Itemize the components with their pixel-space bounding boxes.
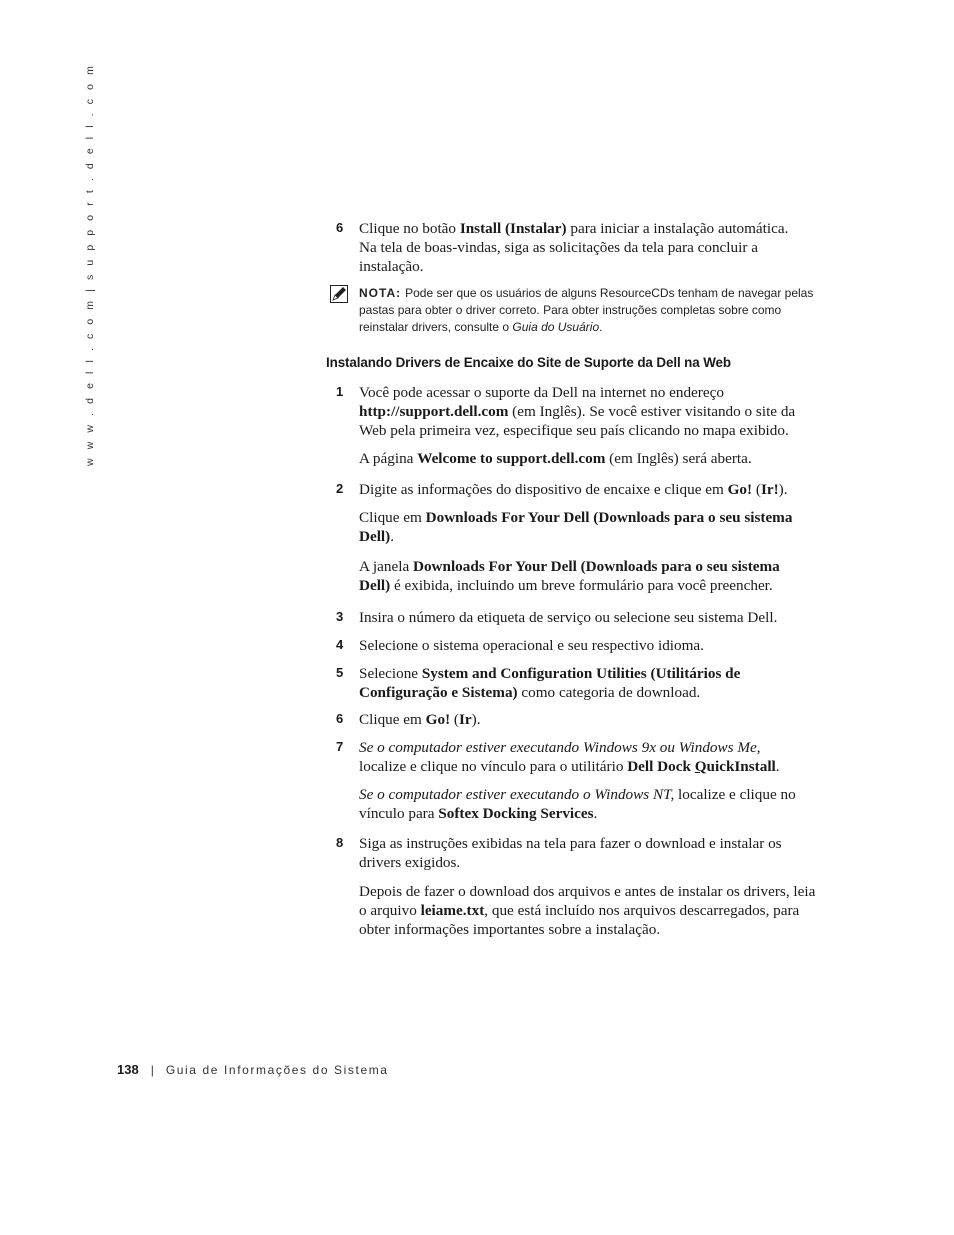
step-7-quickinstall — [336, 738, 806, 776]
step-5-select-category — [336, 664, 776, 702]
step-text: Clique no botão Install (Instalar) para iniciar a instalação automática. Na tela de boas-vindas, siga as solicitações da tela para concluir a instalação. — [359, 220, 789, 275]
step-number: 1 — [336, 384, 344, 399]
note-label: NOTA: — [359, 286, 402, 300]
note-box — [330, 285, 820, 336]
footer-title: Guia de Informações do Sistema — [165, 1063, 389, 1077]
step-text: Selecione o sistema operacional e seu respectivo idioma. — [359, 637, 704, 654]
step-text: Insira o número da etiqueta de serviço ou selecione seu sistema Dell. — [359, 609, 778, 626]
page-number: 138 — [117, 1062, 139, 1077]
step-number: 5 — [336, 665, 344, 680]
step-text: Se o computador estiver executando Windows 9x ou Windows Me, localize e clique no vínculo para o utilitário Dell Dock QuickInstall. — [359, 739, 780, 775]
step-6-install — [336, 219, 806, 276]
step-number: 6 — [336, 220, 344, 235]
section-heading: Instalando Drivers de Encaixe do Site de Suporte da Dell na Web — [326, 355, 731, 370]
step-text: Selecione System and Configuration Utilities (Utilitários de Configuração e Sistema) como categoria de download. — [359, 665, 741, 701]
sidebar-url: w w w . d e l l . c o m | s u p p o r t . d e l l . c o m — [84, 63, 96, 466]
support-url: http://support.dell.com — [359, 403, 509, 420]
step-8-detail: Depois de fazer o download dos arquivos e antes de instalar os drivers, leia o arquivo leiame.txt, que está incluído nos arquivos descarregados, para obter informações importantes sobre a instalação. — [359, 883, 816, 938]
step-text: Clique em Go! (Ir). — [359, 711, 481, 728]
pencil-note-icon — [330, 285, 348, 303]
page-footer — [117, 1062, 389, 1077]
note-text: NOTA: Pode ser que os usuários de alguns ResourceCDs tenham de navegar pelas pastas para obter o driver correto. Para obter instruções completas sobre como reinstalar drivers, consulte o Guia do Usuário. — [359, 286, 814, 334]
step-number: 6 — [336, 711, 344, 726]
footer-separator: | — [150, 1063, 154, 1077]
step-number: 4 — [336, 637, 344, 652]
step-number: 2 — [336, 481, 344, 496]
step-number: 8 — [336, 835, 344, 850]
step-text: Digite as informações do dispositivo de encaixe e clique em Go! (Ir!). — [359, 481, 788, 498]
step-2-detail-1: Clique em Downloads For Your Dell (Downloads para o seu sistema Dell). — [359, 509, 793, 545]
step-7-detail: Se o computador estiver executando o Windows NT, localize e clique no vínculo para Softex Docking Services. — [359, 786, 796, 822]
step-1-detail: A página Welcome to support.dell.com (em Inglês) será aberta. — [359, 450, 752, 467]
step-3-service-tag — [336, 608, 806, 627]
step-2-detail-2: A janela Downloads For Your Dell (Downloads para o seu sistema Dell) é exibida, incluindo um breve formulário para você preencher. — [359, 558, 780, 594]
step-1-access-support — [336, 383, 806, 440]
step-4-select-os — [336, 636, 806, 655]
step-8-follow-instructions — [336, 834, 806, 872]
step-text: Você pode acessar o suporte da Dell na internet no endereço http://support.dell.com (em Inglês). Se você estiver visitando o site da Web pela primeira vez, especifique seu país clicando no mapa exibido. — [359, 384, 796, 439]
step-6-click-go — [336, 710, 806, 729]
step-text: Siga as instruções exibidas na tela para fazer o download e instalar os drivers exigidos. — [359, 835, 782, 871]
step-2-enter-info — [336, 480, 806, 499]
step-number: 7 — [336, 739, 344, 754]
step-number: 3 — [336, 609, 344, 624]
